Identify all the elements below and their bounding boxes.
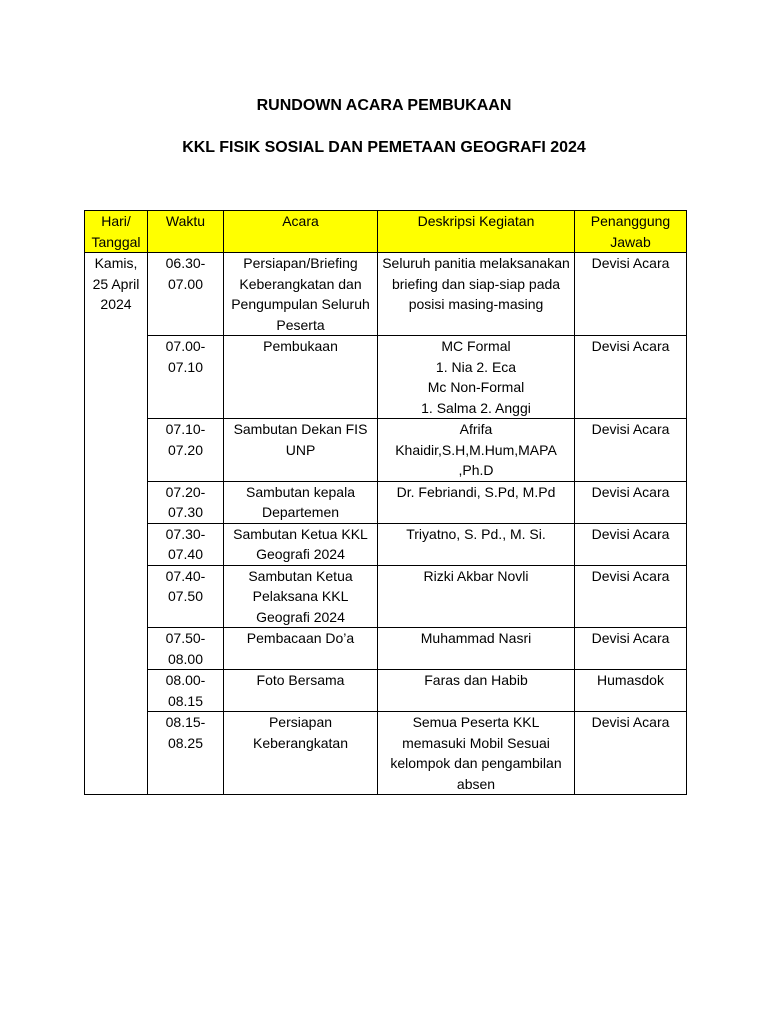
- table-header-row: [85, 211, 687, 253]
- description-line: Dr. Febriandi, S.Pd, M.Pd: [396, 483, 556, 500]
- description-cell: [378, 523, 575, 565]
- time-cell: 07.30- 07.40: [148, 523, 224, 565]
- time-cell: 06.30- 07.00: [148, 253, 224, 336]
- event-cell: Persiapan Keberangkatan: [224, 712, 378, 795]
- table-row: [85, 253, 687, 336]
- description-line: Triyatno, S. Pd., M. Si.: [406, 525, 546, 542]
- rundown-table: [84, 210, 687, 795]
- time-cell: 08.15- 08.25: [148, 712, 224, 795]
- table-row: [85, 419, 687, 482]
- description-line: Afrifa Khaidir,S.H,M.Hum,MAPA ,Ph.D: [395, 421, 557, 478]
- table-row: [85, 712, 687, 795]
- person-in-charge-cell: Humasdok: [575, 670, 687, 712]
- description-cell: [378, 628, 575, 670]
- description-cell: [378, 336, 575, 419]
- event-cell: Sambutan Ketua Pelaksana KKL Geografi 2024: [224, 565, 378, 628]
- person-in-charge-cell: Devisi Acara: [575, 481, 687, 523]
- table-row: [85, 481, 687, 523]
- header-day-date: Hari/ Tanggal: [85, 211, 148, 253]
- table-row: [85, 336, 687, 419]
- description-cell: [378, 670, 575, 712]
- header-description: Deskripsi Kegiatan: [378, 211, 575, 253]
- event-cell: Sambutan Ketua KKL Geografi 2024: [224, 523, 378, 565]
- table-row: [85, 670, 687, 712]
- description-cell: [378, 419, 575, 482]
- person-in-charge-cell: Devisi Acara: [575, 419, 687, 482]
- description-line: MC Formal: [441, 338, 511, 354]
- header-event: Acara: [224, 211, 378, 253]
- event-cell: Pembukaan: [224, 336, 378, 419]
- person-in-charge-cell: Devisi Acara: [575, 336, 687, 419]
- description-line: Rizki Akbar Novli: [423, 567, 529, 584]
- description-line: Muhammad Nasri: [420, 630, 532, 646]
- document-title: RUNDOWN ACARA PEMBUKAAN: [256, 97, 512, 114]
- table-row: [85, 523, 687, 565]
- person-in-charge-cell: Devisi Acara: [575, 565, 687, 628]
- description-cell: [378, 712, 575, 795]
- event-cell: Foto Bersama: [224, 670, 378, 712]
- description-line: Seluruh panitia melaksanakan briefing dan siap-siap pada posisi masing-masing: [382, 255, 570, 312]
- table-body: [85, 253, 687, 795]
- time-cell: 07.40- 07.50: [148, 565, 224, 628]
- time-cell: 07.50- 08.00: [148, 628, 224, 670]
- event-cell: Sambutan kepala Departemen: [224, 481, 378, 523]
- event-cell: Pembacaan Do’a: [224, 628, 378, 670]
- event-cell: Persiapan/Briefing Keberangkatan dan Pengumpulan Seluruh Peserta: [224, 253, 378, 336]
- person-in-charge-cell: Devisi Acara: [575, 712, 687, 795]
- description-cell: [378, 253, 575, 336]
- person-in-charge-cell: Devisi Acara: [575, 253, 687, 336]
- header-person-in-charge: Penanggung Jawab: [575, 211, 687, 253]
- header-time: Waktu: [148, 211, 224, 253]
- event-cell: Sambutan Dekan FIS UNP: [224, 419, 378, 482]
- person-in-charge-cell: Devisi Acara: [575, 628, 687, 670]
- description-line: Faras dan Habib: [424, 672, 528, 688]
- time-cell: 07.20- 07.30: [148, 481, 224, 523]
- table-row: [85, 628, 687, 670]
- table-row: [85, 565, 687, 628]
- description-cell: [378, 481, 575, 523]
- time-cell: 08.00- 08.15: [148, 670, 224, 712]
- document-subtitle: KKL FISIK SOSIAL DAN PEMETAAN GEOGRAFI 2024: [182, 139, 586, 156]
- description-cell: [378, 565, 575, 628]
- day-date-cell: Kamis, 25 April 2024: [85, 253, 148, 795]
- time-cell: 07.10- 07.20: [148, 419, 224, 482]
- description-line: 1. Salma 2. Anggi: [421, 399, 531, 416]
- description-line: 1. Nia 2. Eca: [435, 358, 517, 375]
- time-cell: 07.00- 07.10: [148, 336, 224, 419]
- person-in-charge-cell: Devisi Acara: [575, 523, 687, 565]
- description-line: Mc Non-Formal: [427, 379, 525, 395]
- description-line: Semua Peserta KKL memasuki Mobil Sesuai kelompok dan pengambilan absen: [390, 714, 562, 792]
